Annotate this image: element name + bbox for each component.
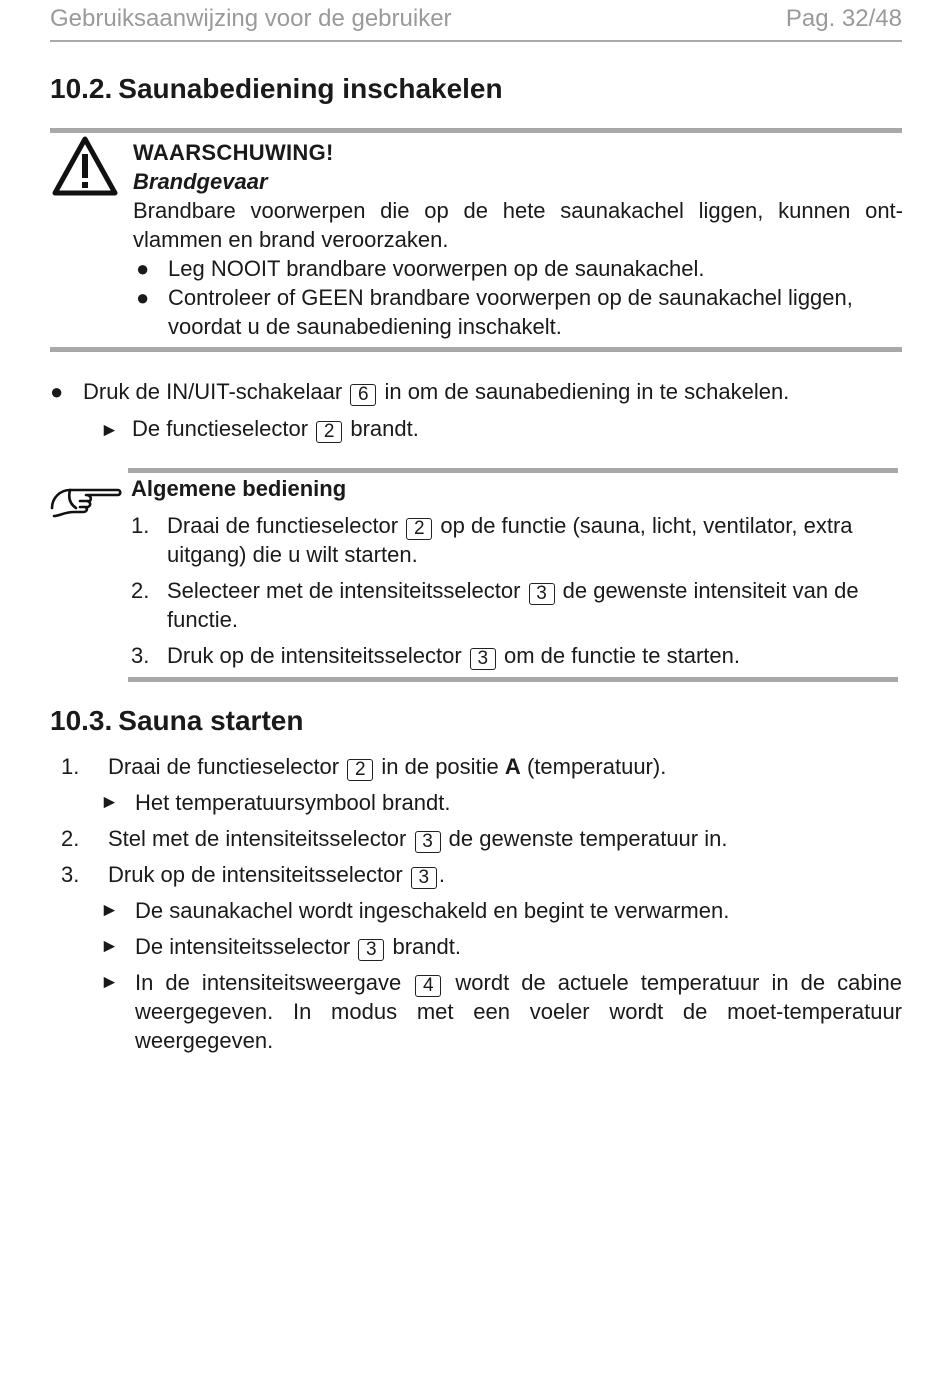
warning-bullet: ● Leg NOOIT brandbare voorwerpen op de saunakachel. [136,256,705,281]
section-heading-10-2 [50,72,503,106]
warning-bottom-rule [50,347,902,352]
section-number: 10.2. [50,73,113,104]
key-number: 2 [406,518,432,540]
section-title: Saunabediening inschakelen [118,73,503,104]
result-arrow-icon: ► [100,900,119,921]
bullet: ● [50,379,64,404]
sauna-step: 2. Stel met de intensiteitsselector 3 de gewenste temperatuur in. [61,826,728,852]
warning-text: Brandbare voorwerpen die op de hete saunakachel liggen, kunnen ont-vlammen en brand veroorzaken. [133,198,903,252]
note-item: 3. Druk op de intensiteitsselector 3 om de functie te starten. [131,643,740,669]
step-result: ► De intensiteitsselector 3 brandt. [100,934,461,960]
warning-label: WAARSCHUWING! [133,140,334,165]
section-number: 10.3. [50,705,113,736]
key-number: 4 [415,975,441,997]
key-number: 2 [347,759,373,781]
key-number: 3 [411,867,437,889]
warning-block [133,138,903,341]
position-letter: A [504,754,521,779]
header-title: Gebruiksaanwijzing voor de gebruiker [50,5,452,32]
key-number: 6 [350,384,376,406]
key-number: 3 [415,831,441,853]
warning-subtitle: Brandgevaar [133,169,268,194]
note-title: Algemene bediening [131,476,347,501]
note-bottom-rule [128,677,898,682]
section-heading-10-3 [50,704,303,738]
step-result: ► De saunakachel wordt ingeschakeld en begint te verwarmen. [100,898,730,923]
pointing-hand-icon [50,478,122,518]
result-arrow-icon: ► [100,936,119,957]
key-number: 3 [470,648,496,670]
result-arrow-icon: ► [100,972,119,993]
note-top-rule [128,468,898,473]
step-result: ► De functieselector 2 brandt. [100,414,902,445]
sauna-step: 3. Druk op de intensiteitsselector 3 . [61,862,445,888]
key-number: 3 [358,939,384,961]
note-item: 1. Draai de functieselector 2 op de functie (sauna, licht, ventilator, extra uitgang) die u wilt starten. [131,513,853,567]
step-switch-on: ● Druk de IN/UIT-schakelaar 6 in om de saunabediening in te schakelen. [50,379,790,405]
sauna-steps [61,752,902,1055]
warning-top-rule [50,128,902,133]
note-block [131,474,901,670]
warning-triangle-icon [52,136,118,196]
result-arrow-icon: ► [100,792,119,813]
section-title: Sauna starten [118,705,304,736]
warning-bullet: ● Controleer of GEEN brandbare voorwerpen op de saunakachel liggen, voordat u de saunabediening inschakelt. [136,285,853,339]
note-item: 2. Selecteer met de intensiteitsselector 3 de gewenste intensiteit van de functie. [131,578,859,632]
step-result: ► In de intensiteitsweergave 4 wordt de actuele temperatuur in de cabine weergegeven. In modus met een voeler wordt de moet-temperatuur weergegeven. [100,970,902,1053]
result-arrow-icon: ► [100,420,119,441]
key-number: 3 [529,583,555,605]
page-header [50,4,902,42]
sauna-step: 1. Draai de functieselector 2 in de positie A (temperatuur). [61,754,667,780]
page-number: Pag. 32/48 [785,5,902,32]
step-result: ► Het temperatuursymbool brandt. [100,790,451,815]
key-number: 2 [316,421,342,443]
